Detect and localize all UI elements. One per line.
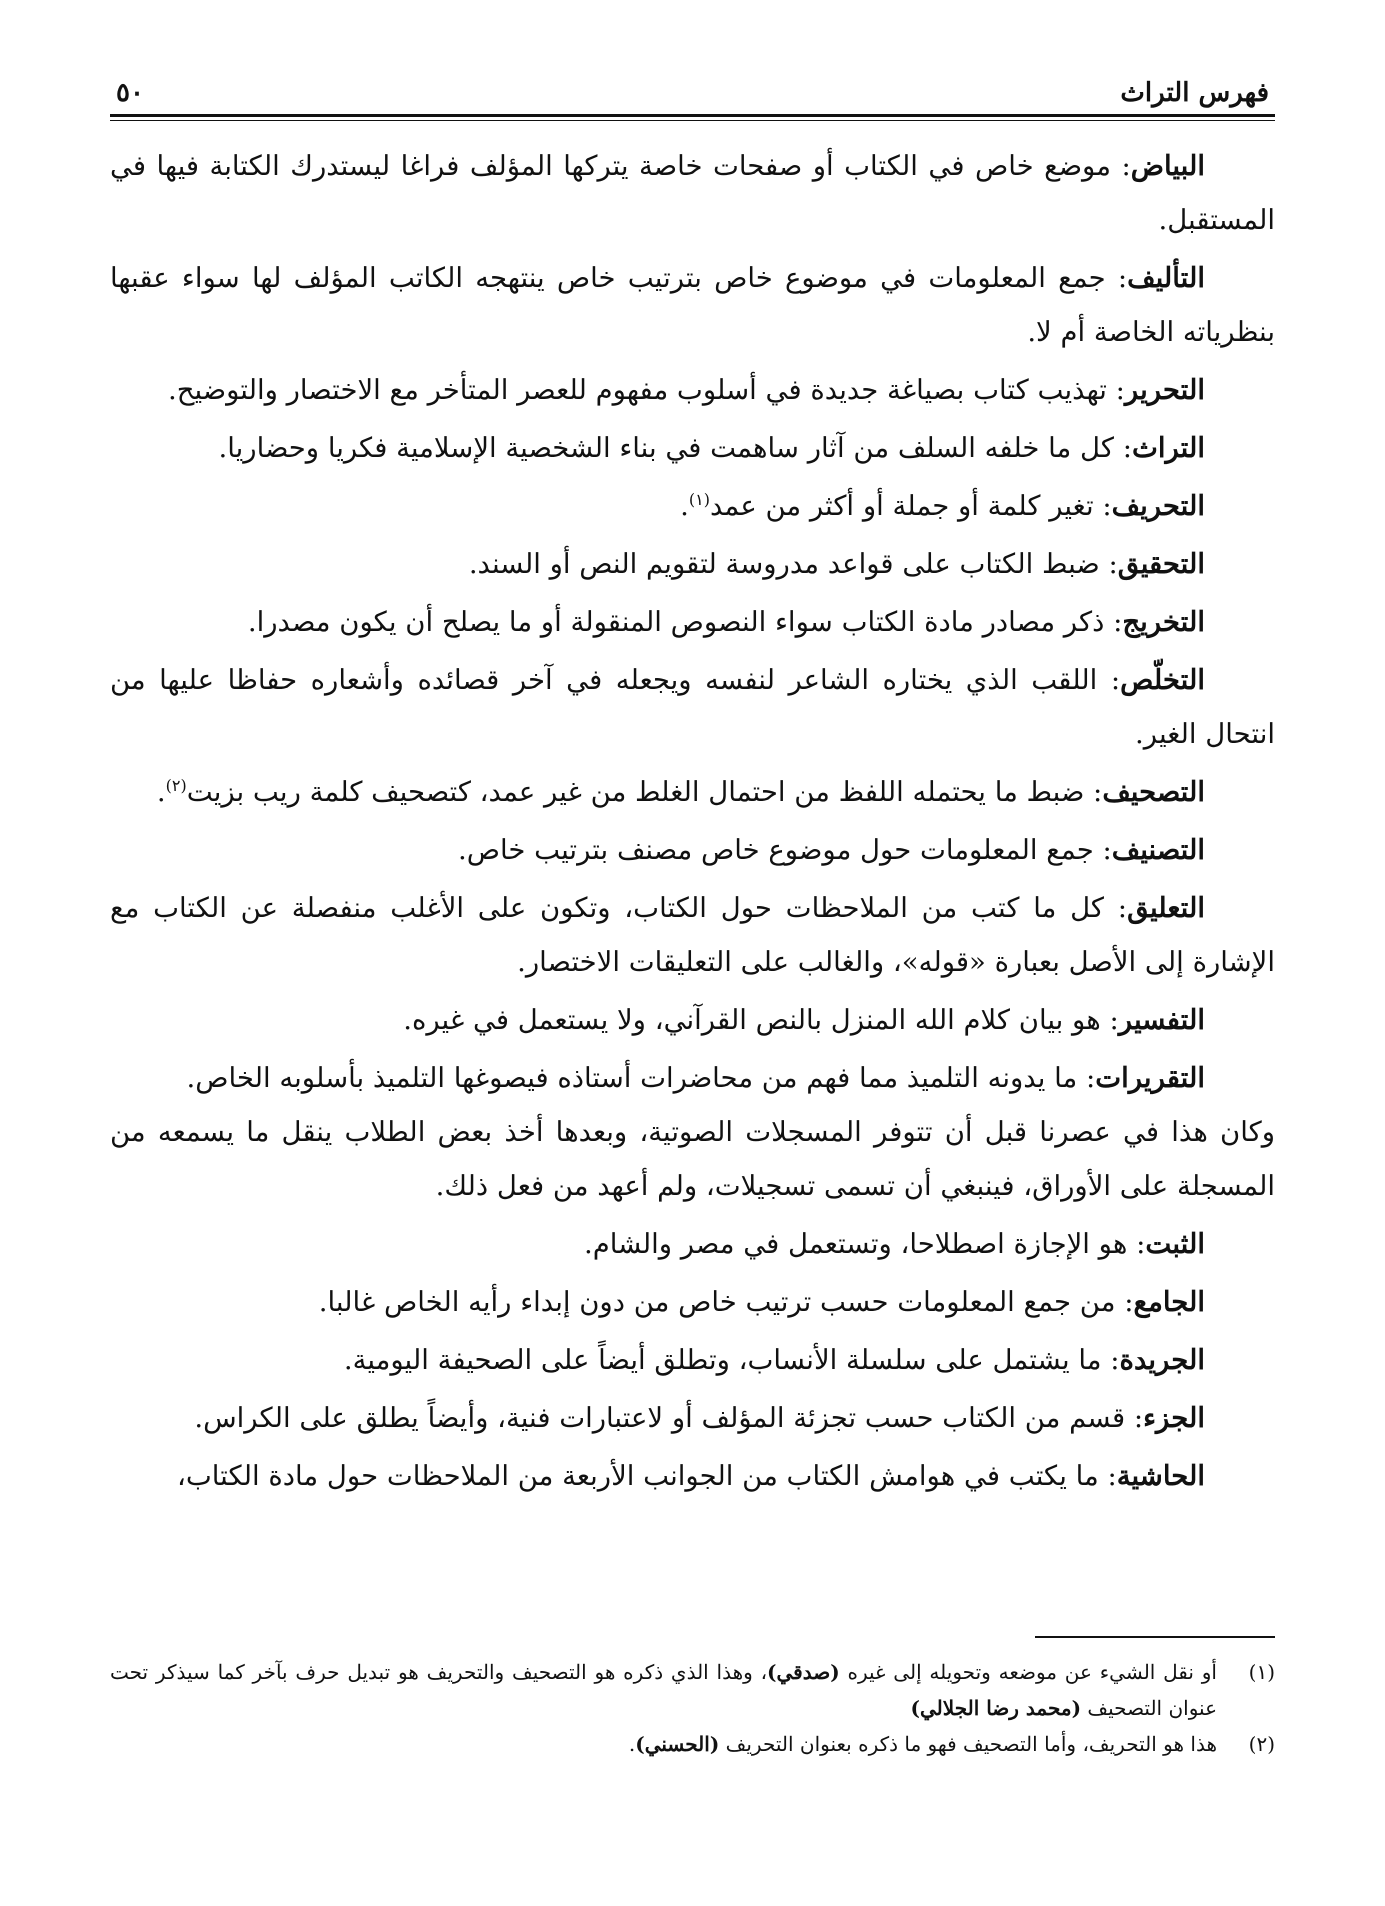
- entry-definition: ضبط الكتاب على قواعد مدروسة لتقويم النص أو السند.: [468, 548, 1100, 580]
- glossary-entry: التصحيف: ضبط ما يحتمله اللفظ من احتمال الغلط من غير عمد، كتصحيف كلمة ريب بزيت$^{(٢)}$.: [156, 775, 1205, 808]
- glossary-entry: التفسير: هو بيان كلام الله المنزل بالنص القرآني، ولا يستعمل في غيره.: [403, 1004, 1205, 1036]
- entry-definition: هو بيان كلام الله المنزل بالنص القرآني، ولا يستعمل في غيره.: [403, 1004, 1101, 1036]
- entry-term: التفسير: [1118, 1004, 1205, 1036]
- glossary-entry: التأليف: جمع المعلومات في موضوع خاص بترتيب خاص ينتهجه الكاتب المؤلف لها سواء عقبها بنظرياته الخاصة أم لا.: [110, 262, 1275, 348]
- entry-term: الجزء: [1143, 1402, 1205, 1434]
- entry-definition: هو الإجازة اصطلاحا، وتستعمل في مصر والشام.: [584, 1228, 1128, 1260]
- glossary-entry: التقريرات: ما يدونه التلميذ مما فهم من محاضرات أستاذه فيصوغها التلميذ بأسلوبه الخاص.: [186, 1062, 1205, 1094]
- footnote-marker[interactable]: (١): [688, 489, 710, 509]
- entry-definition: جمع المعلومات في موضوع خاص بترتيب خاص ينتهجه الكاتب المؤلف لها سواء عقبها بنظرياته الخاصة أم لا.: [110, 262, 1275, 348]
- entry-definition: ما يشتمل على سلسلة الأنساب، وتطلق أيضاً على الصحيفة اليومية.: [343, 1344, 1102, 1376]
- entry-term: التصحيف: [1102, 776, 1205, 808]
- entry-term: التخريج: [1122, 606, 1205, 638]
- glossary-entry: التعليق: كل ما كتب من الملاحظات حول الكتاب، وتكون على الأغلب منفصلة عن الكتاب مع الإشارة إلى الأصل بعبارة «قوله»، والغالب على التعليقات الاختصار.: [110, 892, 1275, 978]
- glossary-entry: التخلّص: اللقب الذي يختاره الشاعر لنفسه ويجعله في آخر قصائده وأشعاره حفاظا عليها من انتحال الغير.: [110, 664, 1275, 750]
- entry-term: التحرير: [1124, 374, 1205, 406]
- entry-definition: ضبط ما يحتمله اللفظ من احتمال الغلط من غير عمد، كتصحيف كلمة ريب بزيت: [186, 776, 1085, 808]
- entry-term: التخلّص: [1120, 664, 1205, 696]
- footnote: [110, 1654, 1275, 1726]
- entry-definition: تغير كلمة أو جملة أو أكثر من عمد: [709, 490, 1094, 522]
- entry-term: التعليق: [1127, 892, 1205, 924]
- footnote: [110, 1726, 1275, 1762]
- footnote-text: أو نقل الشيء عن موضعه وتحويله إلى غيره (صدقي)، وهذا الذي ذكره هو التصحيف والتحريف هو تبديل حرف بآخر كما سيذكر تحت عنوان التصحيف (محمد رضا الجلالي): [110, 1660, 1217, 1720]
- entry-definition: جمع المعلومات حول موضوع خاص مصنف بترتيب خاص.: [458, 834, 1094, 866]
- entry-term: التراث: [1131, 432, 1205, 464]
- entry-term: التقريرات: [1095, 1062, 1205, 1094]
- entry-continuation: وكان هذا في عصرنا قبل أن تتوفر المسجلات الصوتية، وبعدها أخذ بعض الطلاب ينقل ما يسمعه من المسجلة على الأوراق، فينبغي أن تسمى تسجيلات، ولم أعهد من فعل ذلك.: [110, 1116, 1275, 1202]
- glossary-entry: الجامع: من جمع المعلومات حسب ترتيب خاص من دون إبداء رأيه الخاص غالبا.: [318, 1286, 1205, 1318]
- entry-definition: ذكر مصادر مادة الكتاب سواء النصوص المنقولة أو ما يصلح أن يكون مصدرا.: [247, 606, 1105, 638]
- entry-definition: ما يدونه التلميذ مما فهم من محاضرات أستاذه فيصوغها التلميذ بأسلوبه الخاص.: [186, 1062, 1078, 1094]
- footnote-number: (١): [1248, 1660, 1275, 1684]
- book-page: [110, 64, 1275, 1846]
- entry-definition: موضع خاص في الكتاب أو صفحات خاصة يتركها المؤلف فراغا ليستدرك الكتابة فيها في المستقبل.: [110, 150, 1275, 236]
- entry-definition: كل ما خلفه السلف من آثار ساهمت في بناء الشخصية الإسلامية فكريا وحضاريا.: [218, 432, 1114, 464]
- entry-term: الجامع: [1133, 1286, 1205, 1318]
- entry-term: التصنيف: [1111, 834, 1205, 866]
- glossary-entry: التحقيق: ضبط الكتاب على قواعد مدروسة لتقويم النص أو السند.: [468, 548, 1205, 580]
- entry-definition: قسم من الكتاب حسب تجزئة المؤلف أو لاعتبارات فنية، وأيضاً يطلق على الكراس.: [194, 1402, 1126, 1434]
- entry-term: التحقيق: [1117, 548, 1205, 580]
- entry-term: الجريدة: [1119, 1344, 1205, 1376]
- glossary-entry: الحاشية: ما يكتب في هوامش الكتاب من الجوانب الأربعة من الملاحظات حول مادة الكتاب،: [177, 1460, 1205, 1492]
- entry-term: الحاشية: [1116, 1460, 1205, 1492]
- glossary-entry: التراث: كل ما خلفه السلف من آثار ساهمت في بناء الشخصية الإسلامية فكريا وحضاريا.: [218, 432, 1205, 464]
- glossary-entry: البياض: موضع خاص في الكتاب أو صفحات خاصة يتركها المؤلف فراغا ليستدرك الكتابة فيها في المستقبل.: [110, 150, 1275, 236]
- entry-definition: كل ما كتب من الملاحظات حول الكتاب، وتكون على الأغلب منفصلة عن الكتاب مع الإشارة إلى الأصل بعبارة «قوله»، والغالب على التعليقات الاختصار.: [110, 892, 1275, 978]
- running-title: فهرس التراث: [1120, 78, 1269, 108]
- glossary-entry: التحريف: تغير كلمة أو جملة أو أكثر من عمد$^{(١)}$.: [680, 489, 1205, 522]
- header-rule: [110, 114, 1275, 121]
- entry-term: البياض: [1130, 150, 1205, 182]
- footnotes: [110, 1654, 1275, 1762]
- glossary-entry: التصنيف: جمع المعلومات حول موضوع خاص مصنف بترتيب خاص.: [458, 834, 1205, 866]
- glossary-entries: [110, 139, 1275, 1503]
- footnote-marker[interactable]: (٢): [165, 775, 187, 795]
- glossary-entry: الجزء: قسم من الكتاب حسب تجزئة المؤلف أو لاعتبارات فنية، وأيضاً يطلق على الكراس.: [194, 1402, 1205, 1434]
- glossary-entry: الثبت: هو الإجازة اصطلاحا، وتستعمل في مصر والشام.: [584, 1228, 1205, 1260]
- entry-definition: اللقب الذي يختاره الشاعر لنفسه ويجعله في آخر قصائده وأشعاره حفاظا عليها من انتحال الغير.: [110, 664, 1275, 750]
- glossary-entry: الجريدة: ما يشتمل على سلسلة الأنساب، وتطلق أيضاً على الصحيفة اليومية.: [343, 1344, 1205, 1376]
- footnote-rule: [1035, 1636, 1275, 1638]
- footnote-number: (٢): [1248, 1732, 1275, 1756]
- entry-definition: من جمع المعلومات حسب ترتيب خاص من دون إبداء رأيه الخاص غالبا.: [318, 1286, 1116, 1318]
- entry-term: التأليف: [1127, 262, 1205, 294]
- glossary-entry: التخريج: ذكر مصادر مادة الكتاب سواء النصوص المنقولة أو ما يصلح أن يكون مصدرا.: [247, 606, 1205, 638]
- footnote-text: هذا هو التحريف، وأما التصحيف فهو ما ذكره بعنوان التحريف (الحسني).: [628, 1732, 1217, 1756]
- entry-definition: تهذيب كتاب بصياغة جديدة في أسلوب مفهوم للعصر المتأخر مع الاختصار والتوضيح.: [167, 374, 1107, 406]
- running-header: [110, 64, 1275, 108]
- entry-term: التحريف: [1111, 490, 1205, 522]
- page-number: ٥٠: [116, 78, 144, 108]
- entry-definition: ما يكتب في هوامش الكتاب من الجوانب الأربعة من الملاحظات حول مادة الكتاب،: [177, 1460, 1099, 1492]
- glossary-entry: التحرير: تهذيب كتاب بصياغة جديدة في أسلوب مفهوم للعصر المتأخر مع الاختصار والتوضيح.: [167, 374, 1205, 406]
- entry-term: الثبت: [1145, 1228, 1205, 1260]
